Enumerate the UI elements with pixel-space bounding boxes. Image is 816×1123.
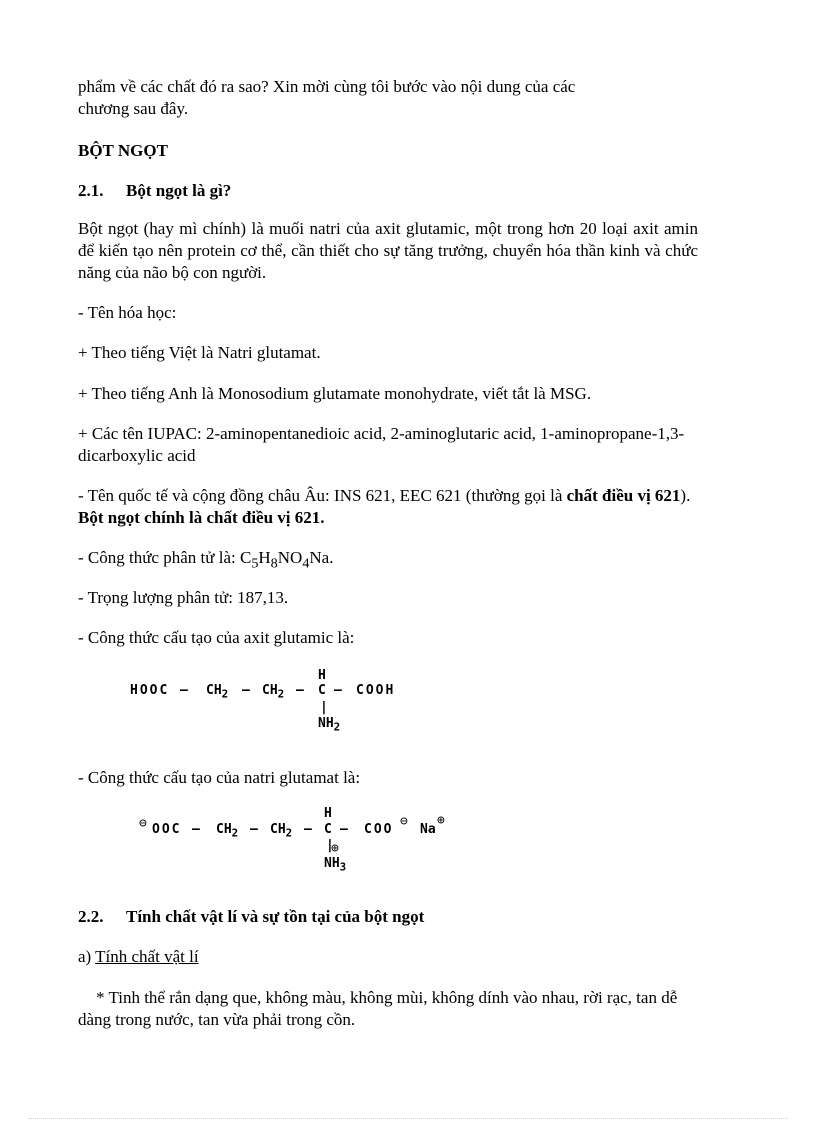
molecular-weight: - Trọng lượng phân tử: 187,13.: [78, 588, 289, 607]
nh-label: NH: [318, 716, 334, 731]
formula-na: Na: [309, 548, 330, 567]
formula-o-count: 4: [302, 555, 310, 572]
bond: —: [304, 822, 312, 837]
structure-h: H: [318, 668, 326, 683]
section-number: 2.2.: [78, 907, 104, 926]
structure-h: H: [324, 806, 332, 821]
bond: —: [242, 683, 250, 698]
section-heading-2-2: [78, 906, 424, 928]
formula-label: - Công thức phân tử là:: [78, 548, 240, 567]
page-bottom-divider: [28, 1118, 788, 1119]
structure-nh2: [318, 716, 340, 734]
ch2-subscript: 2: [231, 826, 239, 840]
nh-label: NH: [324, 856, 340, 871]
formula-end: .: [329, 548, 334, 567]
intro-line-2: chương sau đây.: [78, 99, 189, 118]
formula-c: C: [239, 548, 252, 567]
formula-c-count: 5: [251, 555, 259, 572]
bond: —: [250, 822, 258, 837]
structure-ch2-a: [206, 683, 228, 701]
sodium-glutamate-label: - Công thức cấu tạo của natri glutamat là:: [78, 768, 361, 787]
plus-charge: ⊕: [331, 841, 339, 856]
international-names: [78, 485, 698, 529]
ch2-subscript: 2: [285, 826, 293, 840]
section-title: Bột ngọt là gì?: [126, 181, 232, 200]
minus-charge: ⊖: [139, 816, 147, 831]
molecular-formula: [78, 547, 698, 574]
subheading-title: Tính chất vật lí: [95, 947, 199, 966]
minus-charge: ⊖: [400, 814, 408, 829]
structure-coo: COO: [364, 822, 394, 837]
glutamic-acid-label: - Công thức cấu tạo của axit glutamic là:: [78, 628, 355, 647]
nh2-subscript: 2: [333, 720, 341, 734]
ch-label: CH: [270, 822, 286, 837]
intl-bold-b: chất điều vị 621: [566, 486, 681, 505]
formula-no: NO: [277, 548, 303, 567]
structure-c: C: [318, 683, 326, 698]
plus-charge: ⊕: [437, 813, 445, 828]
chapter-title: BỘT NGỌT: [78, 141, 168, 160]
formula-h: H: [258, 548, 271, 567]
ch2-subscript: 2: [221, 687, 229, 701]
bond: —: [334, 683, 342, 698]
structure-c: C: [324, 822, 332, 837]
vietnamese-name: + Theo tiếng Việt là Natri glutamat.: [78, 343, 321, 362]
structure-ooc: OOC: [152, 822, 182, 837]
physical-properties-heading: [78, 946, 698, 968]
structure-na: Na: [420, 822, 436, 837]
structure-ch2-b: [262, 683, 284, 701]
subheading-prefix: a): [78, 947, 96, 966]
ch2-subscript: 2: [277, 687, 285, 701]
nh3-subscript: 3: [339, 860, 347, 874]
structure-nh3: [324, 856, 346, 874]
section-number: 2.1.: [78, 181, 104, 200]
structure-bond-vertical: |: [320, 700, 328, 715]
iupac-names: + Các tên IUPAC: 2-aminopentanedioic acid, 2-aminoglutaric acid, 1-aminopropane-1,3-dicarboxylic acid: [78, 424, 685, 465]
intl-text-c: ).: [680, 486, 691, 505]
structure-cooh: COOH: [356, 683, 396, 698]
ch-label: CH: [262, 683, 278, 698]
structure-hooc: HOOC: [130, 683, 170, 698]
intro-line-1: phẩm về các chất đó ra sao? Xin mời cùng tôi bước vào nội dung của các: [78, 77, 576, 96]
ch-label: CH: [206, 683, 222, 698]
structure-ch2-a: [216, 822, 238, 840]
intl-bold-d: Bột ngọt chính là chất điều vị 621.: [78, 508, 325, 527]
chemical-name-label: - Tên hóa học:: [78, 303, 177, 322]
structure-ch2-b: [270, 822, 292, 840]
bond: —: [180, 683, 188, 698]
definition-paragraph: Bột ngọt (hay mì chính) là muối natri của axit glutamic, một trong hơn 20 loại axit amin để kiến tạo nên protein cơ thể, cần thiết cho sự tăng trưởng, chuyển hóa thần kinh và chức năng của não bộ con người.: [78, 219, 698, 282]
section-title: Tính chất vật lí và sự tồn tại của bột ngọt: [126, 907, 425, 926]
bond: —: [340, 822, 348, 837]
english-name: + Theo tiếng Anh là Monosodium glutamate monohydrate, viết tắt là MSG.: [78, 384, 592, 403]
section-heading-2-1: [78, 180, 231, 202]
bond: —: [296, 683, 304, 698]
formula-h-count: 8: [270, 555, 278, 572]
structure-bond-vertical: |: [326, 838, 334, 853]
bond: —: [192, 822, 200, 837]
intl-text-a: - Tên quốc tế và cộng đồng châu Âu: INS 621, EEC 621 (thường gọi là: [78, 486, 567, 505]
crystal-description: * Tinh thể rắn dạng que, không màu, không mùi, không dính vào nhau, rời rạc, tan dễ dàng trong nước, tan vừa phải trong cồn.: [78, 988, 678, 1029]
ch-label: CH: [216, 822, 232, 837]
